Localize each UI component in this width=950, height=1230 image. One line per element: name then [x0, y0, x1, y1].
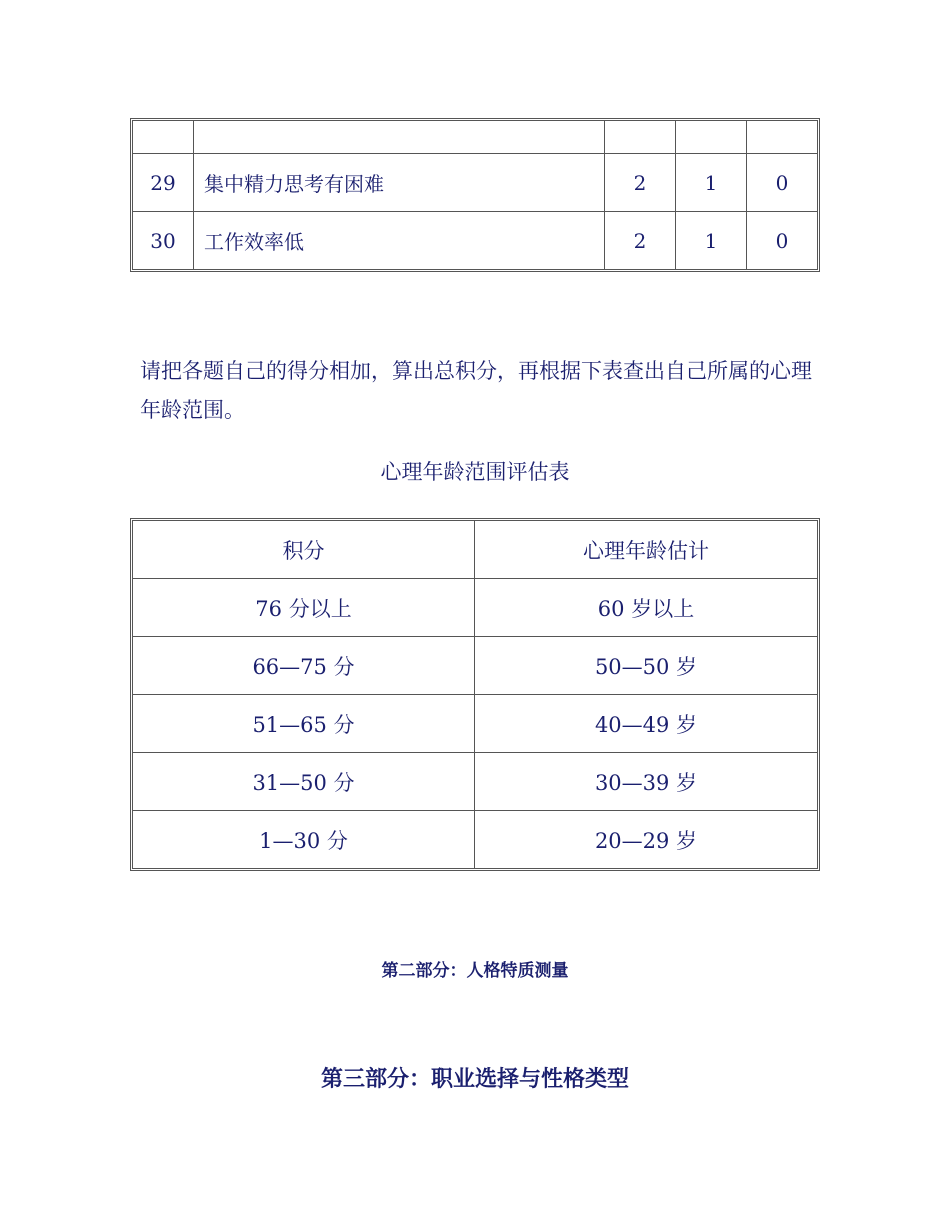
score-cell: 0 — [747, 154, 817, 212]
score-cell: 2 — [605, 154, 676, 212]
age-range-cell: 50—50 岁 — [475, 637, 817, 695]
score-cell: 1 — [676, 154, 747, 212]
table-cell — [605, 121, 676, 154]
age-range-cell: 40—49 岁 — [475, 695, 817, 753]
instruction-paragraph: 请把各题自己的得分相加，算出总积分，再根据下表查出自己所属的心理年龄范围。 — [140, 359, 812, 422]
score-cell: 1 — [676, 212, 747, 269]
header-score: 积分 — [133, 521, 475, 579]
score-range-cell: 76 分以上 — [133, 579, 475, 637]
range-table-title: 心理年龄范围评估表 — [380, 460, 570, 484]
section-heading-part3: 第三部分：职业选择与性格类型 — [320, 1067, 629, 1092]
table-header-row-blank — [133, 121, 817, 154]
table-row — [133, 579, 817, 637]
table-row — [133, 212, 817, 269]
header-age: 心理年龄估计 — [475, 521, 817, 579]
table-row — [133, 811, 817, 868]
question-text: 集中精力思考有困难 — [194, 154, 605, 212]
table-cell — [747, 121, 817, 154]
table-cell — [194, 121, 605, 154]
age-range-table — [130, 518, 820, 871]
question-number: 30 — [133, 212, 194, 269]
score-cell: 2 — [605, 212, 676, 269]
section-heading-part2: 第二部分：人格特质测量 — [381, 961, 569, 981]
table-row — [133, 695, 817, 753]
questionnaire-table — [130, 118, 820, 272]
table-cell — [676, 121, 747, 154]
age-range-cell: 30—39 岁 — [475, 753, 817, 811]
score-range-cell: 51—65 分 — [133, 695, 475, 753]
score-range-cell: 31—50 分 — [133, 753, 475, 811]
table-row — [133, 154, 817, 212]
table-header-row — [133, 521, 817, 579]
score-cell: 0 — [775, 228, 789, 253]
score-range-cell: 66—75 分 — [133, 637, 475, 695]
age-range-cell: 60 岁以上 — [475, 579, 817, 637]
question-number: 29 — [133, 154, 194, 212]
table-row — [133, 753, 817, 811]
age-range-cell: 20—29 岁 — [594, 828, 698, 853]
table-row — [133, 637, 817, 695]
table-cell — [133, 121, 194, 154]
question-text: 工作效率低 — [194, 212, 605, 269]
score-range-cell: 1—30 分 — [133, 811, 475, 868]
